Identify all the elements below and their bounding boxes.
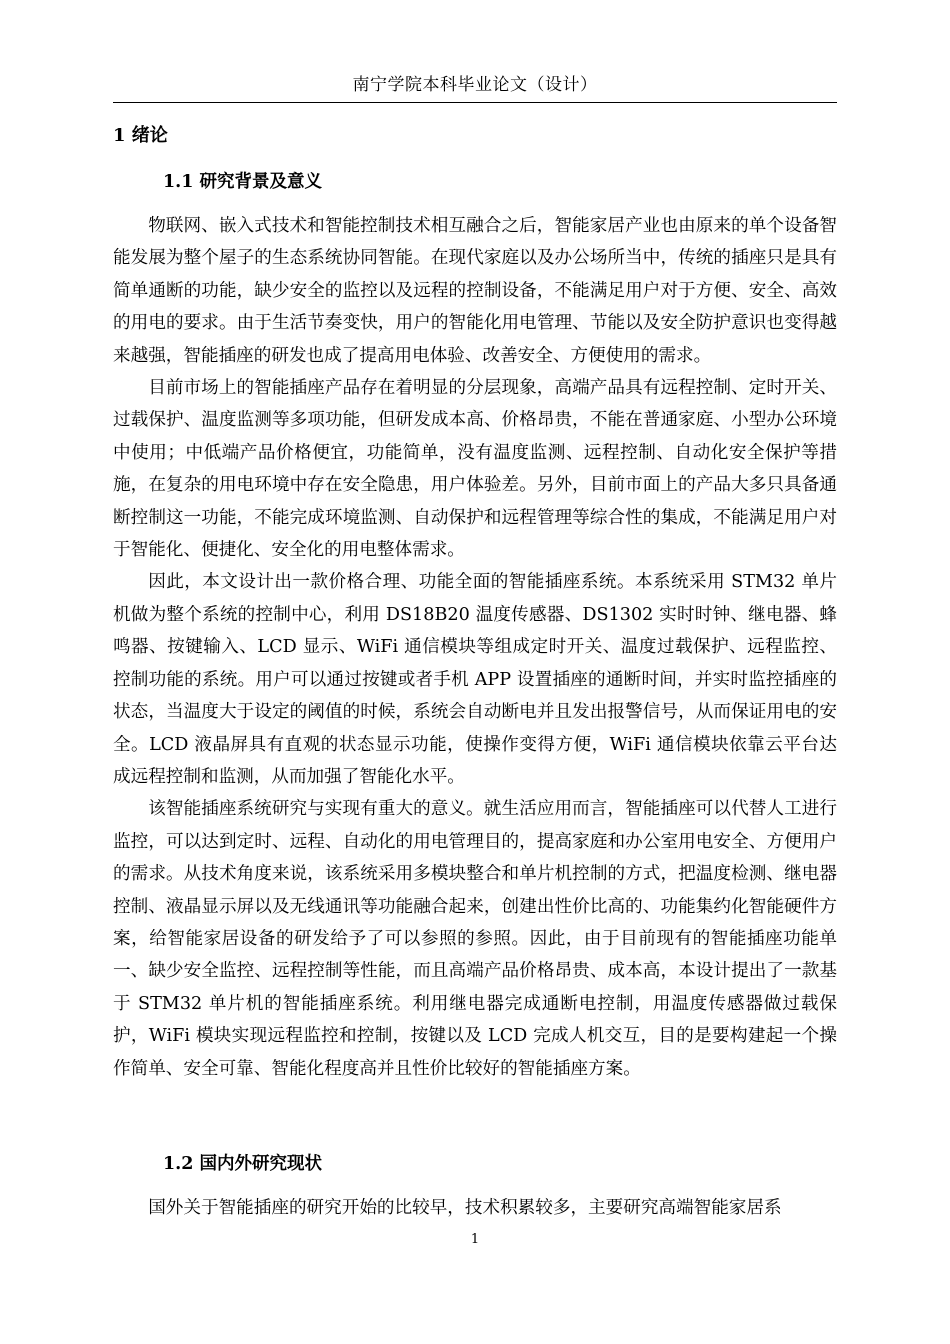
- paragraph: 因此，本文设计出一款价格合理、功能全面的智能插座系统。本系统采用 STM32 单片机做为整个系统的控制中心，利用 DS18B20 温度传感器、DS1302 实时时钟、继电器、蜂鸣器、按键输入、LCD 显示、WiFi 通信模块等组成定时开关、温度过载保护、远程监控、控制功能的系统。用户可以通过按键或者手机 APP 设置插座的通断时间，并实时监控插座的状态，当温度大于设定的阈值的时候，系统会自动断电并且发出报警信号，从而保证用电的安全。LCD 液晶屏具有直观的状态显示功能，使操作变得方便，WiFi 通信模块依靠云平台达成远程控制和监测，从而加强了智能化水平。: [113, 572, 837, 787]
- paragraph: 物联网、嵌入式技术和智能控制技术相互融合之后，智能家居产业也由原来的单个设备智能发展为整个屋子的生态系统协同智能。在现代家庭以及办公场所当中，传统的插座只是具有简单通断的功能，缺少安全的监控以及远程的控制设备，不能满足用户对于方便、安全、高效的用电的要求。由于生活节奏变快，用户的智能化用电管理、节能以及安全防护意识也变得越来越强，智能插座的研发也成了提高用电体验、改善安全、方便使用的需求。: [113, 216, 837, 366]
- paragraph: 该智能插座系统研究与实现有重大的意义。就生活应用而言，智能插座可以代替人工进行监控，可以达到定时、远程、自动化的用电管理目的，提高家庭和办公室用电安全、方便用户的需求。从技术角度来说，该系统采用多模块整合和单片机控制的方式，把温度检测、继电器控制、液晶显示屏以及无线通讯等功能融合起来，创建出性价比高的、功能集约化智能硬件方案，给智能家居设备的研发给予了可以参照的参照。因此，由于目前现有的智能插座功能单一、缺少安全监控、远程控制等性能，而且高端产品价格昂贵、成本高，本设计提出了一款基于 STM32 单片机的智能插座系统。利用继电器完成通断电控制，用温度传感器做过载保护，WiFi 模块实现远程监控和控制，按键以及 LCD 完成人机交互，目的是要构建起一个操作简单、安全可靠、智能化程度高并且性价比较好的智能插座方案。: [113, 799, 837, 1079]
- page-header: [113, 68, 837, 103]
- paragraph: 国外关于智能插座的研究开始的比较早，技术积累较多，主要研究高端智能家居系: [148, 1198, 782, 1218]
- section-1-2-body: [113, 1192, 837, 1224]
- chapter-title: 1 绪论: [113, 125, 168, 146]
- section-title-1-1: 1.1 研究背景及意义: [163, 172, 323, 192]
- header-title: 南宁学院本科毕业论文（设计）: [352, 75, 598, 95]
- page-number: 1: [470, 1232, 480, 1247]
- section-title-1-2: 1.2 国内外研究现状: [163, 1154, 323, 1174]
- paragraph: 目前市场上的智能插座产品存在着明显的分层现象，高端产品具有远程控制、定时开关、过载保护、温度监测等多项功能，但研发成本高、价格昂贵，不能在普通家庭、小型办公环境中使用；中低端产品价格便宜，功能简单，没有温度监测、远程控制、自动化安全保护等措施，在复杂的用电环境中存在安全隐患，用户体验差。另外，目前市面上的产品大多只具备通断控制这一功能，不能完成环境监测、自动保护和远程管理等综合性的集成，不能满足用户对于智能化、便捷化、安全化的用电整体需求。: [113, 378, 837, 561]
- section-1-1-body: [113, 210, 837, 1085]
